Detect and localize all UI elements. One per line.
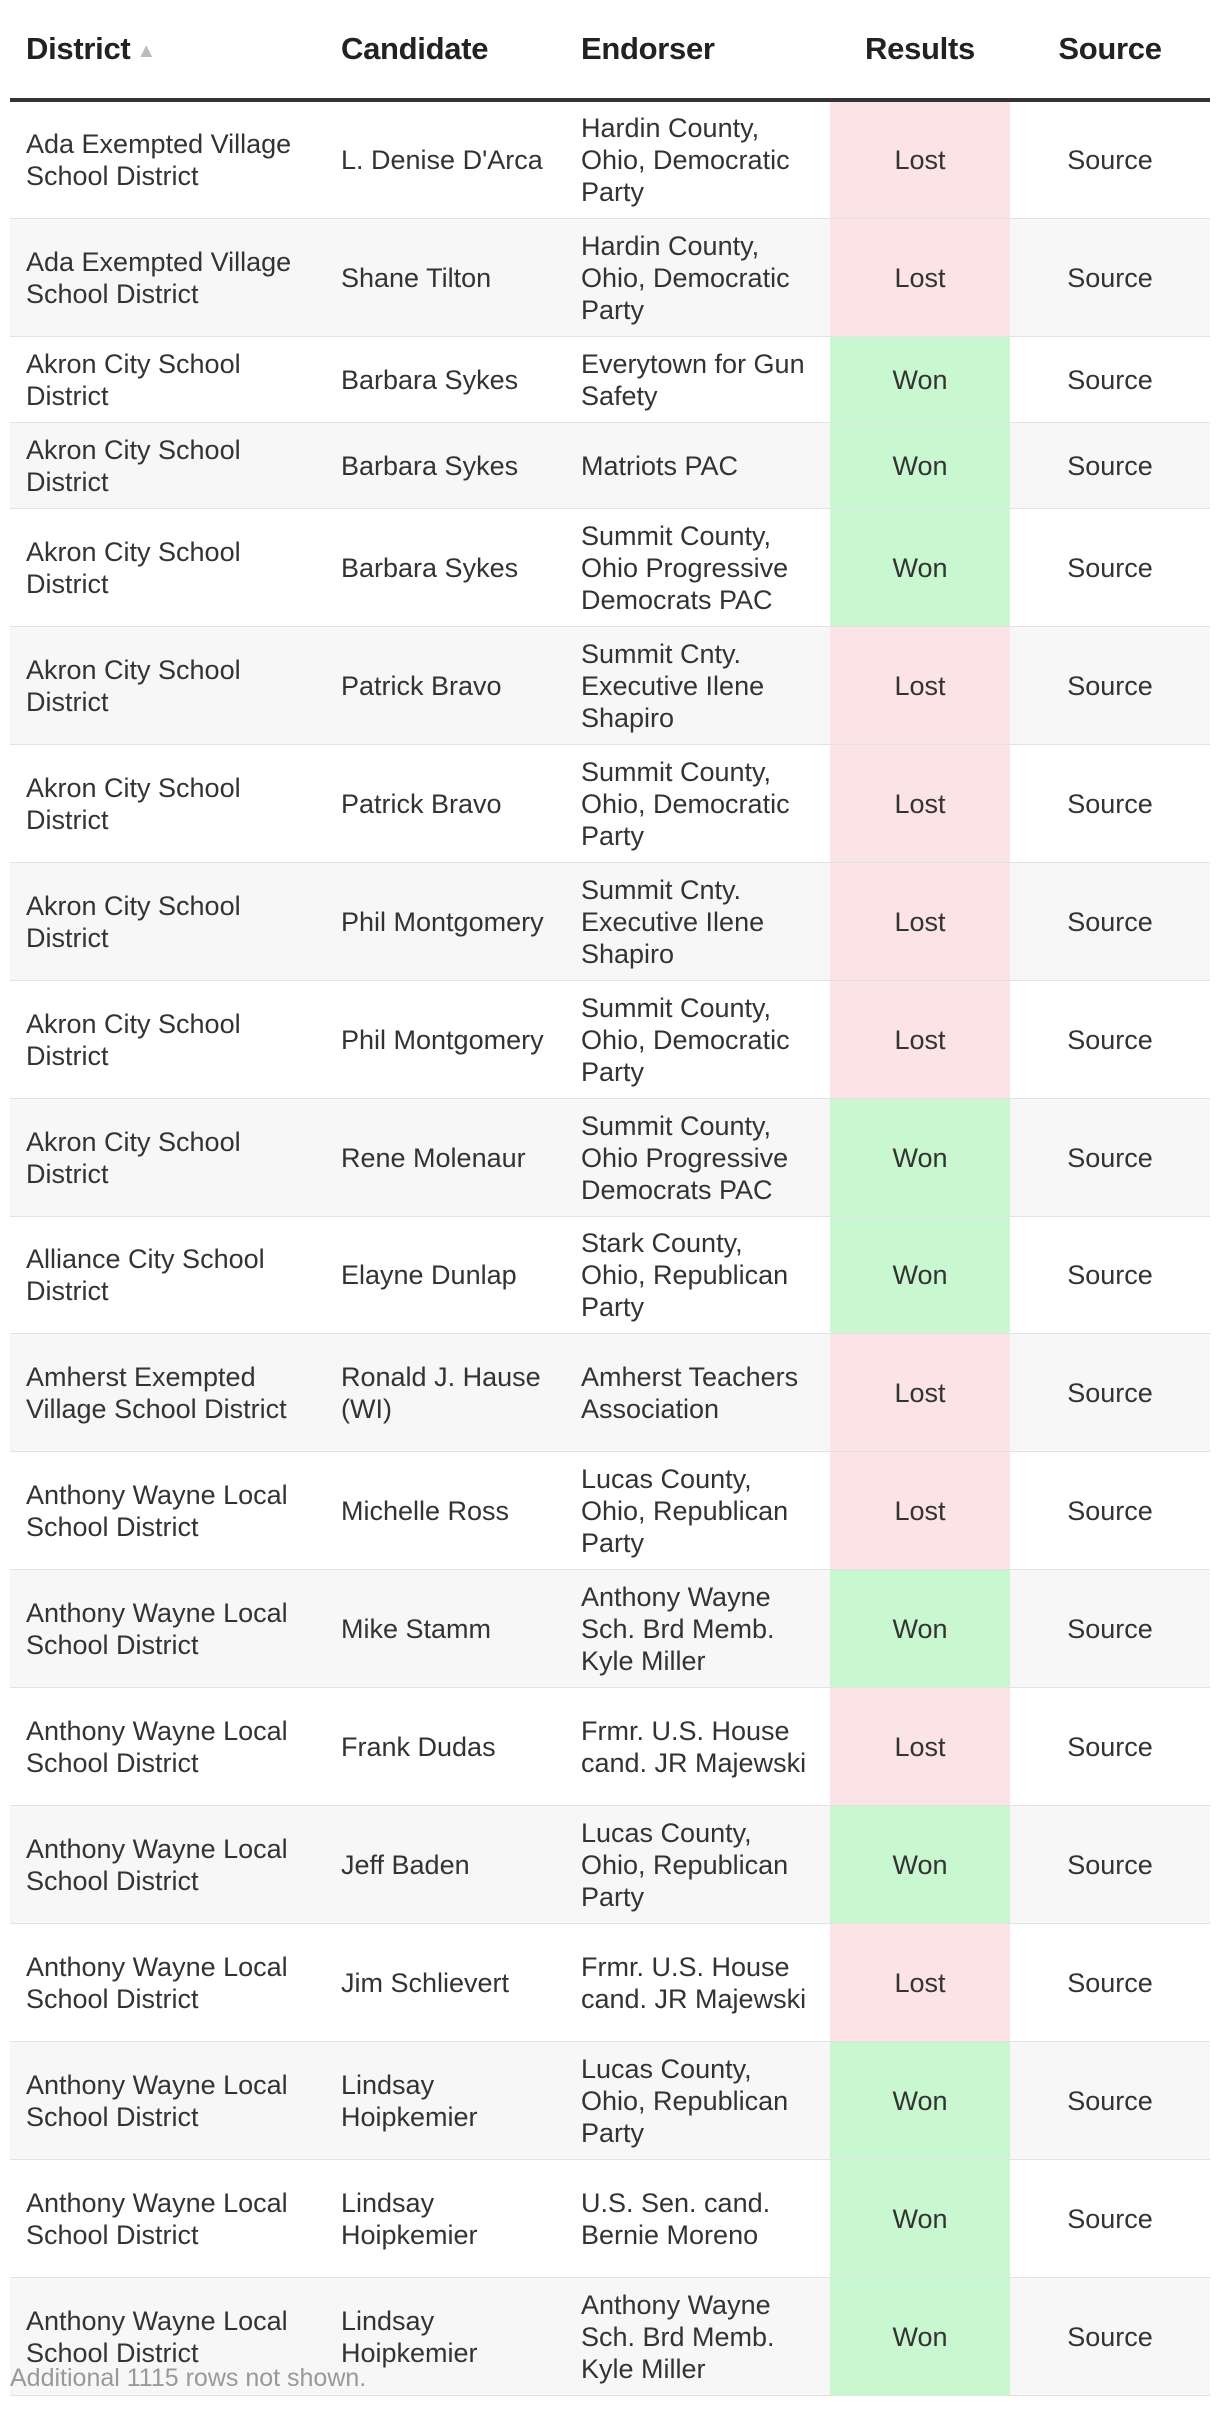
source-link[interactable]: Source [1010, 423, 1210, 509]
source-link[interactable]: Source [1010, 1452, 1210, 1570]
candidate-cell: Rene Molenaur [325, 1099, 565, 1217]
result-cell: Won [830, 1099, 1010, 1217]
endorser-cell: Summit County, Ohio, Democratic Party [565, 981, 830, 1099]
district-cell: Anthony Wayne Local School District [10, 2160, 325, 2278]
candidate-cell: Patrick Bravo [325, 745, 565, 863]
district-cell: Akron City School District [10, 509, 325, 627]
candidate-cell: Michelle Ross [325, 1452, 565, 1570]
result-cell: Lost [830, 1924, 1010, 2042]
result-cell: Won [830, 337, 1010, 423]
district-cell: Anthony Wayne Local School District [10, 2042, 325, 2160]
source-link[interactable]: Source [1010, 627, 1210, 745]
result-cell: Lost [830, 1452, 1010, 1570]
candidate-cell: Phil Montgomery [325, 863, 565, 981]
candidate-cell: Phil Montgomery [325, 981, 565, 1099]
source-link[interactable]: Source [1010, 2042, 1210, 2160]
result-cell: Won [830, 2042, 1010, 2160]
source-link[interactable]: Source [1010, 1570, 1210, 1688]
table-row [10, 745, 1210, 863]
endorser-cell: Hardin County, Ohio, Democratic Party [565, 100, 830, 219]
result-cell: Lost [830, 627, 1010, 745]
table-row [10, 1924, 1210, 2042]
district-cell: Anthony Wayne Local School District [10, 1452, 325, 1570]
endorser-cell: Matriots PAC [565, 423, 830, 509]
district-cell: Anthony Wayne Local School District [10, 1570, 325, 1688]
result-cell: Lost [830, 863, 1010, 981]
table-row [10, 2160, 1210, 2278]
result-cell: Won [830, 1806, 1010, 1924]
candidate-cell: Jim Schlievert [325, 1924, 565, 2042]
endorser-cell: Anthony Wayne Sch. Brd Memb. Kyle Miller [565, 1570, 830, 1688]
endorser-cell: U.S. Sen. cand. Bernie Moreno [565, 2160, 830, 2278]
endorser-cell: Hardin County, Ohio, Democratic Party [565, 219, 830, 337]
column-header-endorser[interactable]: Endorser [565, 0, 830, 100]
table-row [10, 1452, 1210, 1570]
table-row [10, 1806, 1210, 1924]
endorser-cell: Amherst Teachers Association [565, 1334, 830, 1452]
candidate-cell: Elayne Dunlap [325, 1217, 565, 1334]
district-cell: Akron City School District [10, 337, 325, 423]
column-header-candidate[interactable]: Candidate [325, 0, 565, 100]
district-cell: Akron City School District [10, 863, 325, 981]
district-cell: Anthony Wayne Local School District [10, 1924, 325, 2042]
endorser-cell: Stark County, Ohio, Republican Party [565, 1217, 830, 1334]
endorser-cell: Summit Cnty. Executive Ilene Shapiro [565, 863, 830, 981]
table-row [10, 863, 1210, 981]
sort-ascending-icon: ▲ [136, 40, 156, 62]
district-cell: Alliance City School District [10, 1217, 325, 1334]
table-row [10, 337, 1210, 423]
table-row [10, 423, 1210, 509]
table-row [10, 509, 1210, 627]
endorser-cell: Frmr. U.S. House cand. JR Majewski [565, 1688, 830, 1806]
endorser-cell: Summit Cnty. Executive Ilene Shapiro [565, 627, 830, 745]
district-cell: Akron City School District [10, 1099, 325, 1217]
candidate-cell: Barbara Sykes [325, 423, 565, 509]
endorser-cell: Anthony Wayne Sch. Brd Memb. Kyle Miller [565, 2278, 830, 2396]
district-cell: Ada Exempted Village School District [10, 219, 325, 337]
candidate-cell: Ronald J. Hause (WI) [325, 1334, 565, 1452]
source-link[interactable]: Source [1010, 509, 1210, 627]
district-cell: Akron City School District [10, 981, 325, 1099]
table-row [10, 1570, 1210, 1688]
source-link[interactable]: Source [1010, 219, 1210, 337]
source-link[interactable]: Source [1010, 745, 1210, 863]
result-cell: Lost [830, 100, 1010, 219]
district-cell: Akron City School District [10, 745, 325, 863]
column-header-source[interactable]: Source [1010, 0, 1210, 100]
endorser-cell: Lucas County, Ohio, Republican Party [565, 1806, 830, 1924]
result-cell: Lost [830, 981, 1010, 1099]
table-row [10, 981, 1210, 1099]
source-link[interactable]: Source [1010, 863, 1210, 981]
district-cell: Akron City School District [10, 627, 325, 745]
result-cell: Lost [830, 745, 1010, 863]
source-link[interactable]: Source [1010, 1924, 1210, 2042]
column-header-district[interactable] [10, 0, 325, 100]
endorsements-table-container [10, 0, 1210, 2396]
endorser-cell: Summit County, Ohio, Democratic Party [565, 745, 830, 863]
candidate-cell: Lindsay Hoipkemier [325, 2278, 565, 2396]
result-cell: Won [830, 423, 1010, 509]
district-cell: Akron City School District [10, 423, 325, 509]
source-link[interactable]: Source [1010, 981, 1210, 1099]
endorser-cell: Everytown for Gun Safety [565, 337, 830, 423]
source-link[interactable]: Source [1010, 100, 1210, 219]
table-row [10, 627, 1210, 745]
district-cell: Amherst Exempted Village School District [10, 1334, 325, 1452]
table-body [10, 100, 1210, 2396]
endorser-cell: Frmr. U.S. House cand. JR Majewski [565, 1924, 830, 2042]
table-row [10, 1217, 1210, 1334]
candidate-cell: Barbara Sykes [325, 337, 565, 423]
candidate-cell: Lindsay Hoipkemier [325, 2160, 565, 2278]
result-cell: Won [830, 2278, 1010, 2396]
candidate-cell: Mike Stamm [325, 1570, 565, 1688]
district-cell: Anthony Wayne Local School District [10, 1806, 325, 1924]
candidate-cell: Shane Tilton [325, 219, 565, 337]
source-link[interactable]: Source [1010, 337, 1210, 423]
source-link[interactable]: Source [1010, 2278, 1210, 2396]
table-row [10, 219, 1210, 337]
result-cell: Won [830, 1570, 1010, 1688]
endorser-cell: Lucas County, Ohio, Republican Party [565, 2042, 830, 2160]
source-link[interactable]: Source [1010, 1334, 1210, 1452]
table-row [10, 1099, 1210, 1217]
candidate-cell: Patrick Bravo [325, 627, 565, 745]
endorser-cell: Summit County, Ohio Progressive Democrats PAC [565, 1099, 830, 1217]
source-link[interactable]: Source [1010, 1806, 1210, 1924]
endorser-cell: Summit County, Ohio Progressive Democrats PAC [565, 509, 830, 627]
result-cell: Lost [830, 1334, 1010, 1452]
district-cell: Anthony Wayne Local School District [10, 1688, 325, 1806]
district-cell: Anthony Wayne Local School District [10, 2278, 325, 2396]
candidate-cell: Jeff Baden [325, 1806, 565, 1924]
source-link[interactable]: Source [1010, 1688, 1210, 1806]
candidate-cell: Barbara Sykes [325, 509, 565, 627]
endorser-cell: Lucas County, Ohio, Republican Party [565, 1452, 830, 1570]
column-header-district-label: District [26, 31, 131, 66]
source-link[interactable]: Source [1010, 1217, 1210, 1334]
result-cell: Won [830, 2160, 1010, 2278]
column-header-results[interactable]: Results [830, 0, 1010, 100]
endorsements-table [10, 0, 1210, 2396]
table-row [10, 1688, 1210, 1806]
result-cell: Lost [830, 1688, 1010, 1806]
district-cell: Ada Exempted Village School District [10, 100, 325, 219]
result-cell: Lost [830, 219, 1010, 337]
table-header-row [10, 0, 1210, 100]
table-row [10, 2042, 1210, 2160]
result-cell: Won [830, 1217, 1010, 1334]
candidate-cell: L. Denise D'Arca [325, 100, 565, 219]
source-link[interactable]: Source [1010, 2160, 1210, 2278]
table-row [10, 100, 1210, 219]
result-cell: Won [830, 509, 1010, 627]
table-row [10, 1334, 1210, 1452]
source-link[interactable]: Source [1010, 1099, 1210, 1217]
candidate-cell: Frank Dudas [325, 1688, 565, 1806]
rows-hidden-note: Additional 1115 rows not shown. [10, 2364, 367, 2392]
candidate-cell: Lindsay Hoipkemier [325, 2042, 565, 2160]
